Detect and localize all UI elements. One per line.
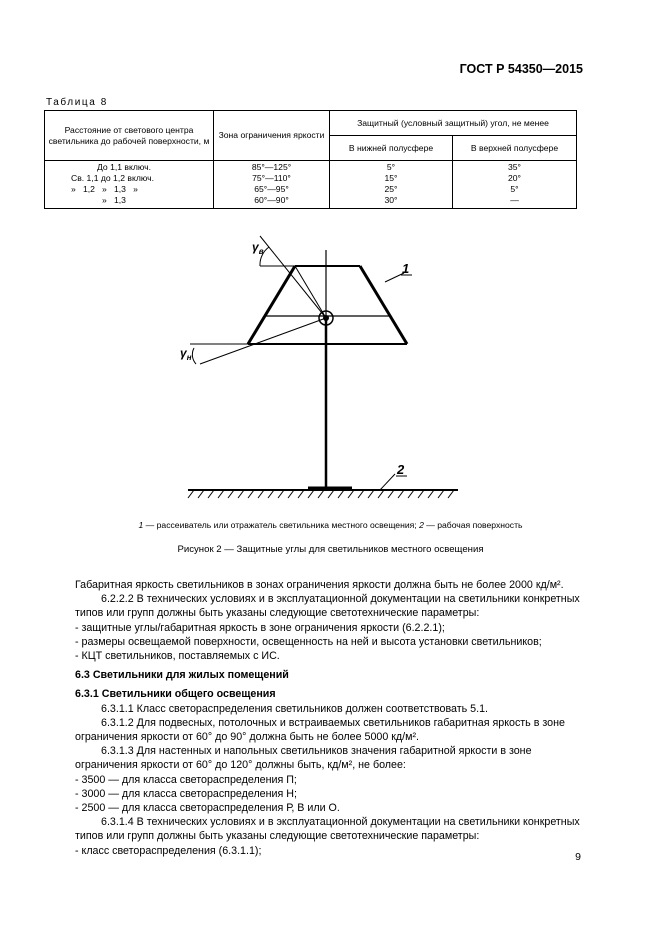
paragraph: 6.3.1.1 Класс светораспределения светильников должен соответствовать 5.1. bbox=[101, 702, 488, 715]
cell-upper: 5° bbox=[453, 184, 577, 195]
paragraph: 6.3.1.3 Для настенных и напольных светильников значения габаритной яркости в зоне ограничения яркости от 60° до 120° должны быть, кд/м², не более: bbox=[75, 745, 532, 772]
work-surface-hatching bbox=[188, 490, 458, 498]
cell-zone: 60°—90° bbox=[214, 195, 330, 209]
paragraph: Габаритная яркость светильников в зонах ограничения яркости должна быть не более 2000 кд/м². bbox=[75, 579, 564, 591]
col-header-distance: Расстояние от светового центра светильника до рабочей поверхности, м bbox=[45, 111, 214, 161]
col-header-zone: Зона ограничения яркости bbox=[214, 111, 330, 161]
figure-label-2: 2 bbox=[397, 462, 405, 477]
cell-distance: » 1,3 bbox=[45, 195, 214, 209]
table-row bbox=[45, 195, 577, 209]
gamma-left-label: $\gamma_н$ bbox=[180, 346, 192, 362]
list-item: - КЦТ светильников, поставляемых с ИС. bbox=[75, 650, 280, 663]
cell-zone: 85°—125° bbox=[214, 161, 330, 174]
luminaire-figure bbox=[180, 230, 470, 510]
luminance-table bbox=[44, 110, 577, 209]
cell-upper: 20° bbox=[453, 173, 577, 184]
table-caption: Таблица 8 bbox=[46, 97, 108, 108]
page-number: 9 bbox=[575, 851, 581, 863]
figure-legend: 1 — рассеиватель или отражатель светильника местного освещения; 2 — рабочая поверхность bbox=[138, 520, 523, 530]
cell-zone: 75°—110° bbox=[214, 173, 330, 184]
list-item: - 3500 — для класса светораспределения П; bbox=[75, 773, 297, 786]
cell-lower: 5° bbox=[330, 161, 453, 174]
luminaire-reflector-shape bbox=[190, 236, 410, 488]
list-item: - защитные углы/габаритная яркость в зоне ограничения яркости (6.2.2.1); bbox=[75, 621, 445, 634]
list-item: - 3000 — для класса светораспределения Н; bbox=[75, 787, 297, 800]
table-row bbox=[45, 173, 577, 184]
paragraph: 6.3.1.2 Для подвесных, потолочных и встраиваемых светильников габаритная яркость в зоне ограничения яркости от 60° до 90° должна быть не более 5000 кд/м². bbox=[75, 716, 565, 744]
list-item: - размеры освещаемой поверхности, освещенность на ней и высота установки светильников; bbox=[75, 635, 542, 648]
cell-zone: 65°—95° bbox=[214, 184, 330, 195]
list-item: - 2500 — для класса светораспределения Р, В или О. bbox=[75, 802, 340, 815]
figure-label-1: 1 bbox=[402, 261, 410, 276]
gamma-top-label: $\gamma_в$ bbox=[252, 240, 264, 256]
subsection-heading: 6.3.1 Светильники общего освещения bbox=[75, 688, 276, 701]
paragraph: 6.3.1.4 В технических условиях и в эксплуатационной документации на светильники конкретных типов или групп должны быть указаны следующие светотехнические параметры: bbox=[75, 816, 580, 843]
table-row bbox=[45, 161, 577, 174]
col-header-lower: В нижней полусфере bbox=[330, 136, 453, 161]
list-item: - класс светораспределения (6.3.1.1); bbox=[75, 844, 262, 857]
col-header-angle: Защитный (условный защитный) угол, не менее bbox=[330, 111, 577, 136]
cell-upper: — bbox=[453, 195, 577, 209]
light-center-dot bbox=[323, 315, 329, 321]
cell-distance: » 1,2 » 1,3 » bbox=[45, 184, 214, 195]
document-number: ГОСТ Р 54350—2015 bbox=[459, 62, 583, 76]
cell-lower: 15° bbox=[330, 173, 453, 184]
paragraph: 6.2.2.2 В технических условиях и в эксплуатационной документации на светильники конкретных типов или групп должны быть указаны следующие светотехнические параметры: bbox=[75, 593, 580, 620]
cell-upper: 35° bbox=[453, 161, 577, 174]
section-heading: 6.3 Светильники для жилых помещений bbox=[75, 669, 289, 682]
cell-distance: Св. 1,1 до 1,2 включ. bbox=[45, 173, 214, 184]
col-header-upper: В верхней полусфере bbox=[453, 136, 577, 161]
cell-lower: 30° bbox=[330, 195, 453, 209]
table-row bbox=[45, 184, 577, 195]
cell-distance: До 1,1 включ. bbox=[45, 161, 214, 174]
cell-lower: 25° bbox=[330, 184, 453, 195]
body-text bbox=[75, 578, 585, 858]
figure-caption: Рисунок 2 — Защитные углы для светильников местного освещения bbox=[177, 544, 484, 555]
